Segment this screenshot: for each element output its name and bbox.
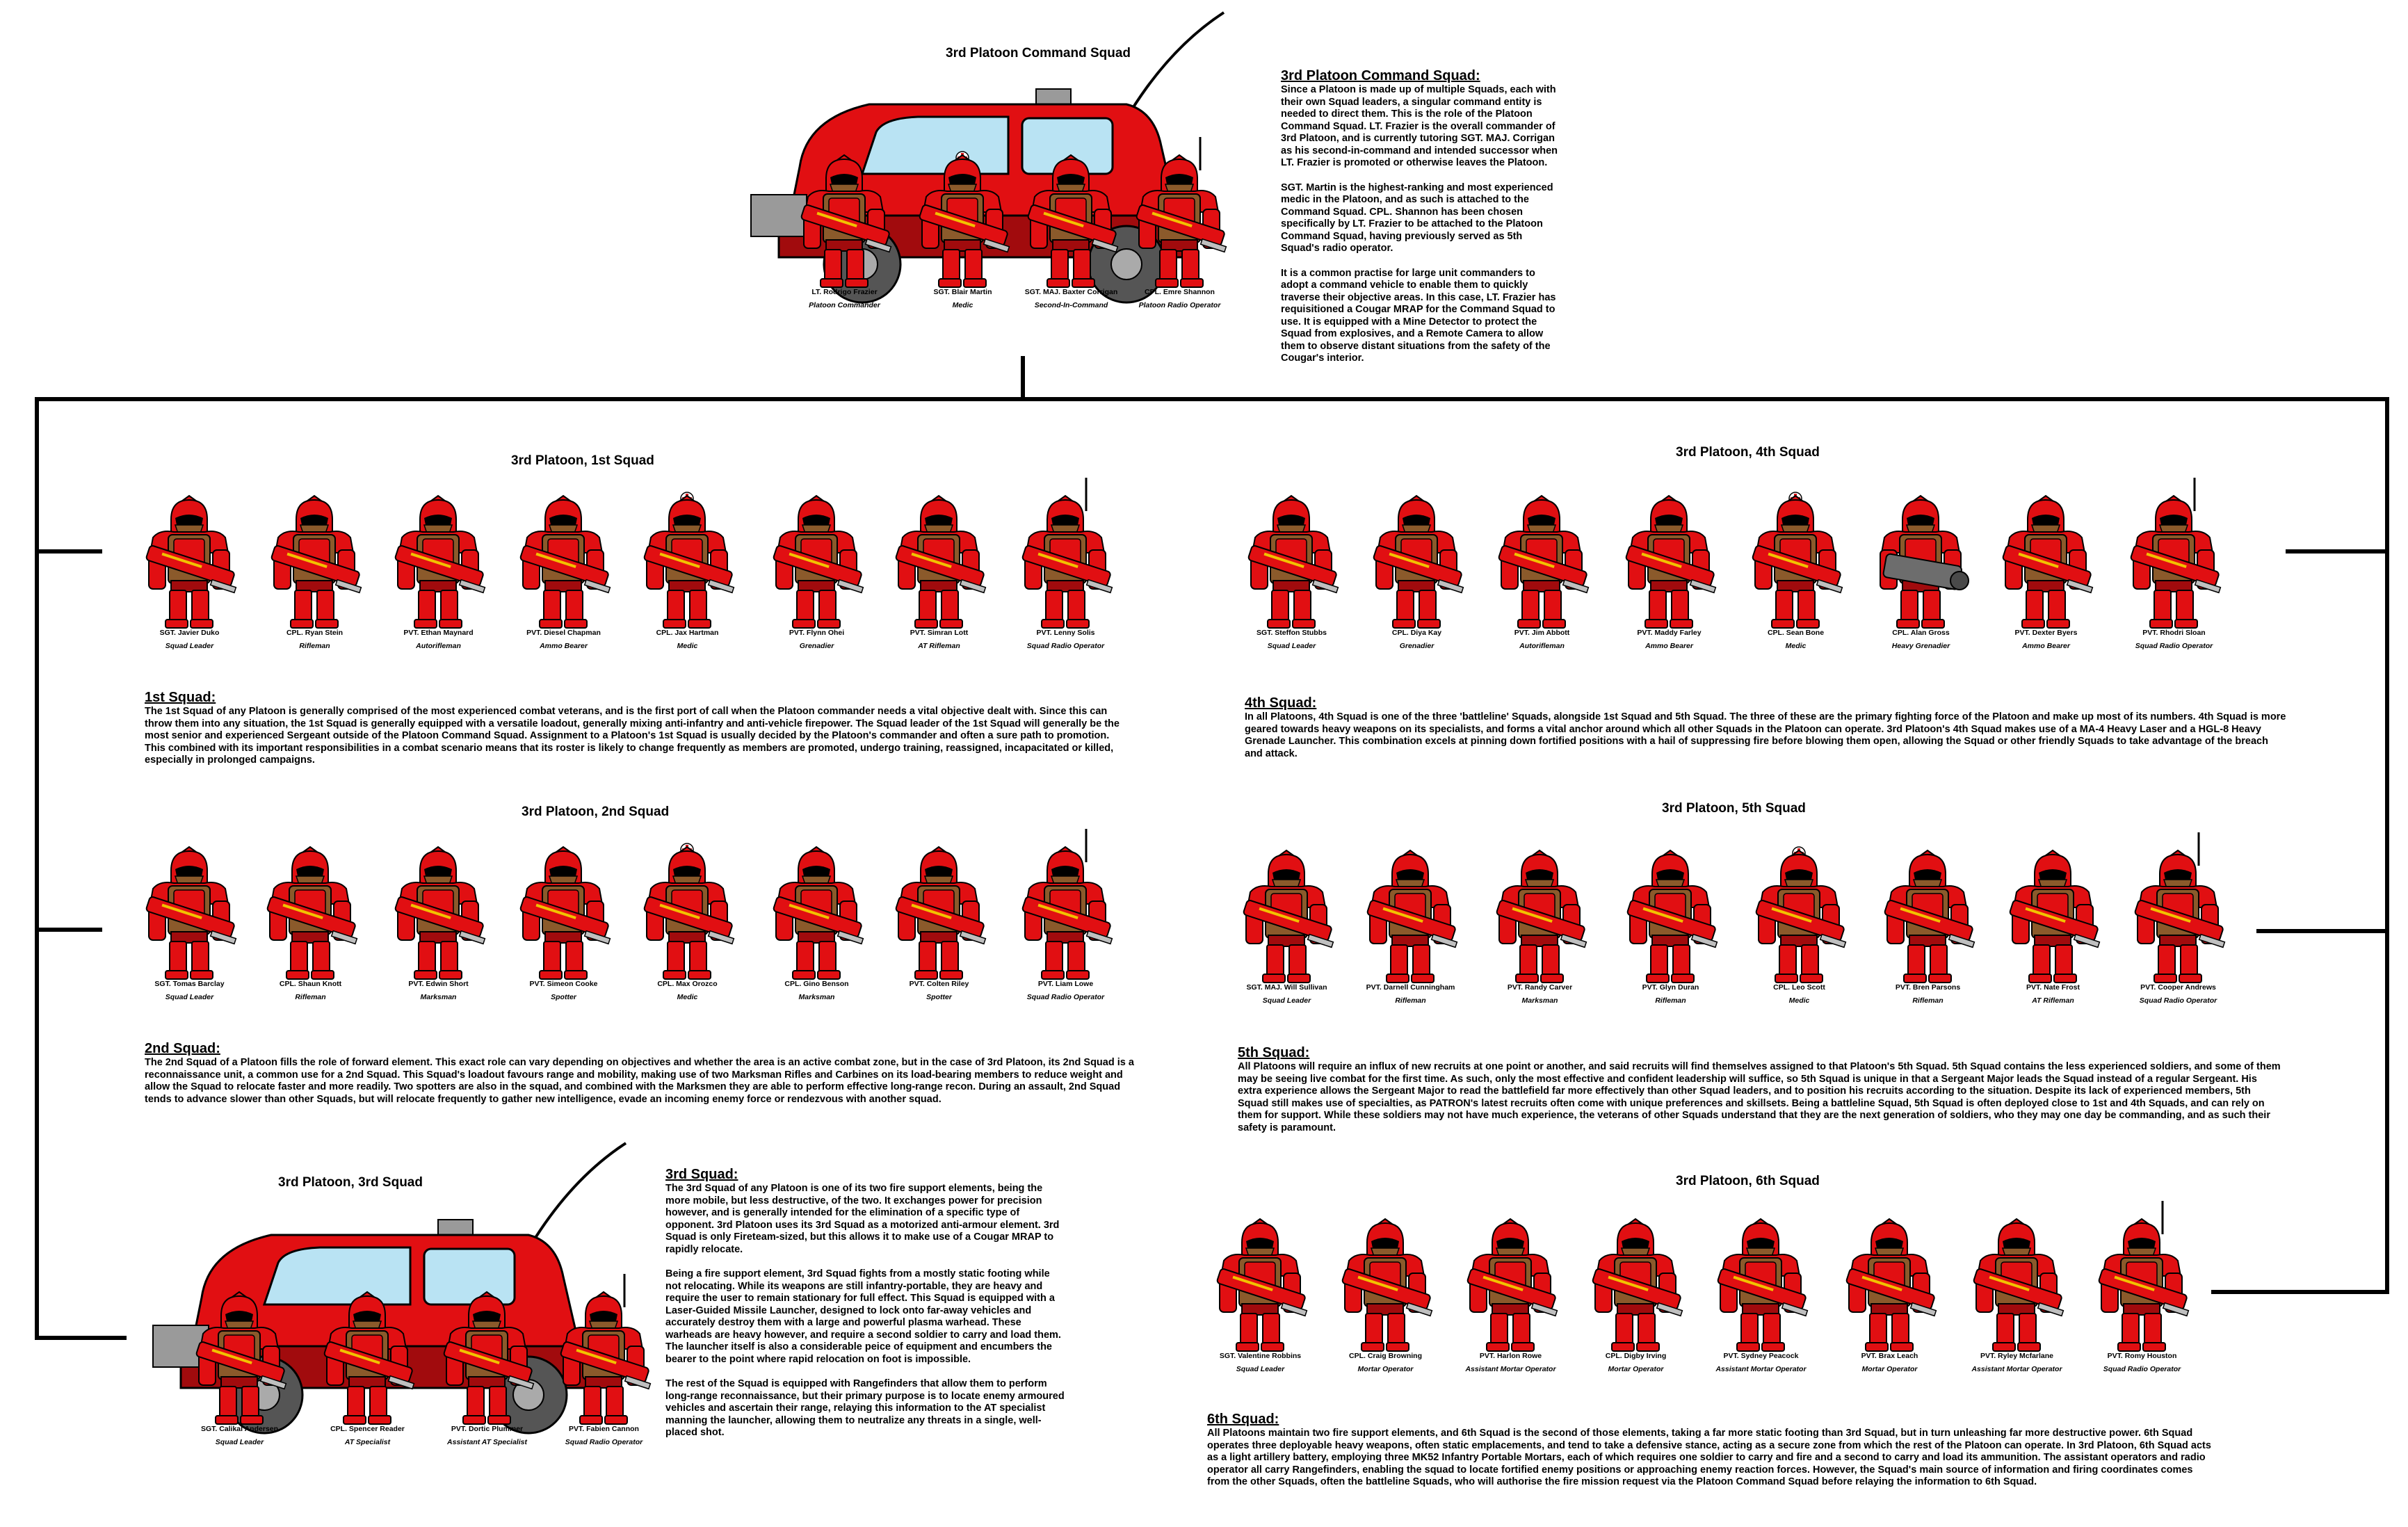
- member-name: PVT. Diesel Chapman: [526, 629, 601, 637]
- squad3-paragraph: Being a fire support element, 3rd Squad fights from a mostly static footing while not relocating. While its weapons are still infantry-portable, they are heavy and require the user to remain stationary for full effect. This Squad is equipped with a Laser-Guided Missile Launcher, designed to lock onto far-away vehicles and accurately destroy them with a large and powerful plasma warhead. These warheads are heavy however, and require a second soldier to carry and load them. The launcher itself is also a considerable peice of equipment and encumbers the bearer to the point where rapid relocation on foot is impossible.: [665, 1268, 1061, 1365]
- command-paragraph: SGT. Martin is the highest-ranking and most experienced medic in the Platoon, and as such is attached to the Command Squad. CPL. Shannon has been chosen specifically by LT. Frazier to be attached to the Platoon Command Squad, having previously served as 5th Squad's radio operator.: [1281, 181, 1553, 254]
- member-role: Medic: [1785, 642, 1807, 650]
- member-name: PVT. Edwin Short: [408, 980, 469, 988]
- member-role: Squad Radio Operator: [2139, 996, 2217, 1005]
- member-role: Assistant Mortar Operator: [1715, 1365, 1807, 1373]
- squad3-paragraph: The rest of the Squad is equipped with Rangefinders that allow them to perform long-range reconnaissance, but their primary purpose is to locate enemy armoured vehicles and ascertain their range, relaying this information to the AT specialist manning the launcher, allowing them to neutralize any threats in a single, well-placed shot.: [665, 1378, 1065, 1438]
- squad1-description: [145, 690, 1132, 779]
- member-label: [987, 979, 1144, 1002]
- member-name: SGT. Valentine Robbins: [1219, 1352, 1302, 1360]
- member-role: Marksman: [798, 993, 835, 1001]
- member-name: CPL. Diya Kay: [1391, 629, 1442, 637]
- member-role: Squad Radio Operator: [2135, 642, 2213, 650]
- squad3-member: [182, 1279, 297, 1453]
- squad1-member: [1008, 483, 1123, 657]
- member-name: SGT. Steffon Stubbs: [1256, 629, 1327, 637]
- member-label: [526, 1424, 682, 1447]
- member-name: CPL. Digby Irving: [1605, 1352, 1667, 1360]
- member-name: PVT. Darnell Cunningham: [1366, 983, 1455, 992]
- command-paragraph: Since a Platoon is made up of multiple Squads, each with their own Squad leaders, a singular command entity is needed to direct them. This is the role of the Platoon Command Squad. LT. Frazier is the overall commander of 3rd Platoon, and is currently tutoring SGT. MAJ. Corrigan as his second-in-command and intended successor when LT. Frazier is promoted or otherwise leaves the Platoon.: [1281, 84, 1558, 168]
- member-role: Squad Leader: [1267, 642, 1316, 650]
- member-name: SGT. MAJ. Baxter Corrigan: [1024, 288, 1118, 296]
- squad2-member: [506, 834, 621, 1008]
- member-name: PVT. Dortic Plummer: [451, 1425, 524, 1433]
- squad5-member: [1996, 838, 2110, 1012]
- squad6-member: [1832, 1206, 1947, 1380]
- member-name: SGT. MAJ. Will Sullivan: [1246, 983, 1327, 992]
- squad6-member: [1453, 1206, 1568, 1380]
- squad2-description: [145, 1041, 1139, 1118]
- squad1-heading: 1st Squad:: [145, 690, 216, 705]
- member-role: Squad Leader: [165, 642, 214, 650]
- squad4-title: 3rd Platoon, 4th Squad: [1676, 445, 1820, 460]
- connector-squad6: [2211, 1290, 2389, 1294]
- squad2-member: [759, 834, 874, 1008]
- member-name: PVT. Romy Houston: [2107, 1352, 2177, 1360]
- member-role: Mortar Operator: [1861, 1365, 1918, 1373]
- connector-trunk: [1021, 356, 1025, 399]
- member-role: Medic: [677, 642, 698, 650]
- member-label: [2096, 628, 2252, 651]
- member-name: PVT. Cooper Andrews: [2140, 983, 2216, 992]
- member-name: PVT. Nate Frost: [2026, 983, 2080, 992]
- member-name: PVT. Liam Lowe: [1037, 980, 1094, 988]
- connector-right-vertical: [2385, 397, 2389, 1294]
- connector-squad1: [35, 549, 102, 554]
- member-role: AT Specialist: [344, 1438, 391, 1446]
- squad4-description: [1245, 695, 2288, 773]
- squad4-member: [1989, 483, 2103, 657]
- member-name: CPL. Emre Shannon: [1145, 288, 1215, 296]
- member-label: [987, 628, 1144, 651]
- squad6-member: [1328, 1206, 1443, 1380]
- member-name: PVT. Dexter Byers: [2014, 629, 2078, 637]
- squad5-heading: 5th Squad:: [1238, 1045, 1310, 1060]
- squad2-member: [253, 834, 368, 1008]
- squad4-text: In all Platoons, 4th Squad is one of the three 'battleline' Squads, alongside 1st Squad and 5th Squad. The three of these are the primary fighting force of the Platoon and make up most of its numbers. 4th Squad is more geared towards heavy weapons on its specialists, and forms a vital anchor around which all other Squads in the Platoon can operate. 3rd Platoon's 4th Squad makes use of a MA-4 Heavy Laser and a HGL-8 Heavy Grenade Launcher. This combination excels at pinning down fortified positions with a hail of suppressing fire before blowing them open, allowing the Squad or other friendly Squads to take advantage of the breach and attack.: [1245, 711, 2286, 759]
- squad2-text: The 2nd Squad of a Platoon fills the role of forward element. This exact role can vary depending on objectives and whether the area is an active combat zone, but in the case of 3rd Platoon, its 2nd Squad is a reconnaissance unit, a common use for a 2nd Squad. This Squad's loadout favours range and mobility, making use of two Marksman Rifles and Carbines on its load-bearing members to reduce weight and allow the Squad to relocate faster and more readily. Two spotters are also in the squad, and combined with the Marksmen they are able to perform effective long-range recon. During an assault, 2nd Squad tends to advance slower than other Squads, but will relocate frequently to gather new intelligence, evade an incoming enemy force or rendezvous with another squad.: [145, 1057, 1134, 1105]
- member-role: Squad Radio Operator: [1026, 993, 1105, 1001]
- member-role: Rifleman: [299, 642, 330, 650]
- member-role: Squad Leader: [1236, 1365, 1285, 1373]
- squad2-member: [882, 834, 996, 1008]
- member-role: Ammo Bearer: [540, 642, 588, 650]
- connector-horizontal: [35, 397, 2389, 401]
- squad1-member: [506, 483, 621, 657]
- squad5-member: [1742, 838, 1857, 1012]
- squad4-member: [1485, 483, 1599, 657]
- squad1-member: [132, 483, 247, 657]
- member-role: Autorifleman: [416, 642, 461, 650]
- squad4-member: [1359, 483, 1474, 657]
- member-role: Autorifleman: [1519, 642, 1565, 650]
- squad3-description: [665, 1167, 1065, 1452]
- squad6-description: [1207, 1412, 2215, 1501]
- squad1-member: [257, 483, 372, 657]
- squad5-member: [2121, 838, 2236, 1012]
- member-role: Second-In-Command: [1034, 301, 1108, 309]
- squad6-heading: 6th Squad:: [1207, 1412, 1279, 1427]
- squad3-member: [547, 1279, 661, 1453]
- squad1-member: [882, 483, 996, 657]
- squad6-member: [1203, 1206, 1318, 1380]
- squad4-member: [1738, 483, 1853, 657]
- squad2-title: 3rd Platoon, 2nd Squad: [522, 805, 670, 819]
- squad3-member: [310, 1279, 425, 1453]
- squad4-member: [1234, 483, 1349, 657]
- member-label: [1101, 287, 1258, 310]
- connector-squad4: [2286, 549, 2389, 554]
- member-name: CPL. Jax Hartman: [656, 629, 719, 637]
- member-role: Grenadier: [799, 642, 834, 650]
- member-name: PVT. Colten Riley: [909, 980, 969, 988]
- member-name: CPL. Alan Gross: [1892, 629, 1950, 637]
- member-name: PVT. Simeon Cooke: [529, 980, 598, 988]
- member-name: PVT. Lenny Solis: [1036, 629, 1095, 637]
- member-name: PVT. Ethan Maynard: [403, 629, 474, 637]
- squad1-member: [759, 483, 874, 657]
- member-name: PVT. Rhodri Sloan: [2142, 629, 2206, 637]
- squad2-member: [132, 834, 247, 1008]
- squad6-member: [1578, 1206, 1693, 1380]
- member-role: Spotter: [926, 993, 952, 1001]
- member-role: Medic: [1788, 996, 1810, 1005]
- squad1-text: The 1st Squad of any Platoon is generally comprised of the most experienced combat veterans, and is the first port of call when the Platoon commander needs a vital objective dealt with. Since this can throw them into any situation, the 1st Squad is generally equipped with a versatile loadout, generally mixing anti-infantry and anti-vehicle firepower. The Squad leader of the 1st Squad will generally be the most senior and experienced Sergeant outside of the Platoon Command Squad. Assignment to a Platoon's 1st Squad is usually decided by the Platoon's commander and often a sure path to promotion. This combined with its important responsibilities in a combat scenario means that its roster is likely to change frequently as members are promoted, undergo training, reassigned, incapacitated or killed, especially in prolonged campaigns.: [145, 706, 1120, 766]
- command-squad-heading: 3rd Platoon Command Squad:: [1281, 68, 1480, 83]
- squad6-title: 3rd Platoon, 6th Squad: [1676, 1174, 1820, 1188]
- squad5-member: [1870, 838, 1985, 1012]
- command-paragraph: It is a common practise for large unit commanders to adopt a command vehicle to enable them to quickly traverse their objective areas. In this case, LT. Frazier has requisitioned a Cougar MRAP for the Command Squad to use. It is equipped with a Mine Detector to protect the Squad from explosives, and a Remote Camera to allow them to observe distant situations from the safety of the Cougar's interior.: [1281, 267, 1556, 364]
- squad6-member: [1704, 1206, 1818, 1380]
- squad1-member: [381, 483, 496, 657]
- member-name: PVT. Glyn Duran: [1642, 983, 1699, 992]
- squad5-member: [1229, 838, 1344, 1012]
- member-name: PVT. Bren Parsons: [1895, 983, 1961, 992]
- squad5-description: [1238, 1045, 2281, 1147]
- member-role: Rifleman: [295, 993, 326, 1001]
- member-name: CPL. Max Orozco: [657, 980, 718, 988]
- member-name: PVT. Ryley Mcfarlane: [1980, 1352, 2054, 1360]
- member-name: CPL. Ryan Stein: [286, 629, 344, 637]
- connector-left-vertical: [35, 397, 39, 1339]
- member-name: PVT. Randy Carver: [1507, 983, 1573, 992]
- member-name: CPL. Sean Bone: [1767, 629, 1825, 637]
- squad6-member: [1959, 1206, 2074, 1380]
- member-role: Rifleman: [1395, 996, 1426, 1005]
- connector-squad2: [35, 928, 102, 932]
- squad5-title: 3rd Platoon, 5th Squad: [1662, 801, 1806, 816]
- member-name: CPL. Spencer Reader: [330, 1425, 405, 1433]
- member-role: Ammo Bearer: [2022, 642, 2070, 650]
- member-role: Marksman: [1521, 996, 1558, 1005]
- squad3-title: 3rd Platoon, 3rd Squad: [278, 1175, 423, 1190]
- command-squad-title: 3rd Platoon Command Squad: [946, 46, 1131, 60]
- squad6-text: All Platoons maintain two fire support elements, and 6th Squad is the second of those elements, taking a far more static footing than 3rd Squad, but in turn unleashing far more destructive power. 6th Squad operates three deployable heavy weapons, often static emplacements, and tend to take a defensive stance, acting as a secure zone from which the rest of the Platoon can operate. In 3rd Platoon, 6th Squad acts as a light artillery battery, employing three MK52 Infantry Portable Mortars, each of which requires one soldier to carry and fire and a second to carry and load its ammunition. The assistant operators and radio operator all carry Rangefinders, enabling the squad to locate fortified enemy positions or approaching enemy reaction forces. However, the Squad's main source of information and firing coordinates comes from the other Squads, often the battleline Squads, who will authorise the fire mission request via the Platoon Command Squad before relaying the information to 6th Squad.: [1207, 1428, 2211, 1487]
- squad2-member: [630, 834, 745, 1008]
- squad4-member: [2117, 483, 2231, 657]
- member-name: PVT. Jim Abbott: [1514, 629, 1570, 637]
- connector-squad3: [35, 1336, 127, 1340]
- member-role: Medic: [952, 301, 973, 309]
- member-role: Platoon Commander: [809, 301, 880, 309]
- member-name: PVT. Simran Lott: [910, 629, 969, 637]
- member-name: CPL. Craig Browning: [1349, 1352, 1422, 1360]
- member-role: Squad Leader: [165, 993, 214, 1001]
- member-name: CPL. Gino Benson: [784, 980, 849, 988]
- squad5-member: [1613, 838, 1728, 1012]
- member-role: Marksman: [420, 993, 457, 1001]
- member-role: Platoon Radio Operator: [1138, 301, 1221, 309]
- member-name: PVT. Fabien Cannon: [569, 1425, 639, 1433]
- member-role: Assistant Mortar Operator: [1971, 1365, 2062, 1373]
- squad2-heading: 2nd Squad:: [145, 1041, 220, 1056]
- command-member: [1122, 143, 1237, 316]
- member-name: SGT. Tomas Barclay: [154, 980, 225, 988]
- squad2-member: [381, 834, 496, 1008]
- squad5-member: [1482, 838, 1597, 1012]
- member-name: PVT. Brax Leach: [1861, 1352, 1918, 1360]
- squad4-heading: 4th Squad:: [1245, 695, 1317, 711]
- squad2-member: [1008, 834, 1123, 1008]
- member-role: Heavy Grenadier: [1891, 642, 1950, 650]
- member-name: SGT. Calikal Andersen: [200, 1425, 279, 1433]
- squad3-heading: 3rd Squad:: [665, 1167, 738, 1182]
- member-role: AT Rifleman: [918, 642, 960, 650]
- member-role: Mortar Operator: [1608, 1365, 1664, 1373]
- member-name: LT. Rodrigo Frazier: [811, 288, 878, 296]
- member-role: AT Rifleman: [2032, 996, 2074, 1005]
- member-label: [2100, 983, 2256, 1005]
- command-squad-description: [1281, 68, 1559, 378]
- member-name: PVT. Maddy Farley: [1637, 629, 1702, 637]
- member-role: Medic: [677, 993, 698, 1001]
- member-role: Mortar Operator: [1357, 1365, 1414, 1373]
- squad4-member: [1864, 483, 1978, 657]
- member-role: Spotter: [551, 993, 576, 1001]
- member-role: Assistant Mortar Operator: [1465, 1365, 1556, 1373]
- squad1-title: 3rd Platoon, 1st Squad: [511, 453, 654, 468]
- member-name: CPL. Leo Scott: [1773, 983, 1825, 992]
- squad3-paragraph: The 3rd Squad of any Platoon is one of its two fire support elements, being the more mobile, but less destructive, of the two. It exchanges power for precision however, and is generally intended for the elimination of a specific type of opponent. 3rd Platoon uses its 3rd Squad as a motorized anti-armour element. 3rd Squad is only Fireteam-sized, but this allows it to make use of a Cougar MRAP to rapidly relocate.: [665, 1183, 1060, 1255]
- connector-squad5: [2256, 929, 2389, 933]
- member-role: Squad Leader: [1262, 996, 1311, 1005]
- squad5-member: [1353, 838, 1468, 1012]
- member-name: PVT. Sydney Peacock: [1723, 1352, 1799, 1360]
- member-label: [2064, 1351, 2220, 1374]
- squad4-member: [1612, 483, 1727, 657]
- member-name: SGT. Javier Duko: [159, 629, 220, 637]
- member-name: PVT. Flynn Ohei: [789, 629, 845, 637]
- squad1-member: [630, 483, 745, 657]
- member-name: PVT. Harlon Rowe: [1479, 1352, 1542, 1360]
- member-role: Squad Radio Operator: [565, 1438, 643, 1446]
- member-role: Squad Radio Operator: [2103, 1365, 2181, 1373]
- member-role: Ammo Bearer: [1645, 642, 1693, 650]
- member-name: SGT. Blair Martin: [933, 288, 992, 296]
- member-role: Rifleman: [1655, 996, 1686, 1005]
- squad5-text: All Platoons will require an influx of new recruits at one point or another, and said recruits will find themselves assigned to that Platoon's 5th Squad. 5th Squad contains the less experienced soldiers, and some of them may be seeing live combat for the first time. As such, only the most effective and confident leadership will suffice, so 5th Squad is unique in that a Sergeant Major leads the Squad instead of a regular Sergeant. His extra experience allows the Sergeant Major to read the battlefield far more effectively than other Squad leaders, and to position his recruits according to the situation. Despite its lack of experienced members, 5th Squad still makes use of specialties, as PATRON's latest recruits often come with unique preferences and skillsets. Being a battleline Squad, 5th Squad is often deployed close to 1st and 4th Squads, and can rely on them for support. While these soldiers may not have much experience, the veterans of other Squads understand that they are the next generation of soldiers, who they may one day be commanding, and as such their safety is paramount.: [1238, 1061, 2281, 1133]
- member-role: Squad Radio Operator: [1026, 642, 1105, 650]
- member-role: Assistant AT Specialist: [447, 1438, 527, 1446]
- member-role: Rifleman: [1912, 996, 1944, 1005]
- squad6-member: [2085, 1206, 2199, 1380]
- member-role: Squad Leader: [215, 1438, 264, 1446]
- member-role: Grenadier: [1399, 642, 1435, 650]
- member-name: CPL. Shaun Knott: [279, 980, 342, 988]
